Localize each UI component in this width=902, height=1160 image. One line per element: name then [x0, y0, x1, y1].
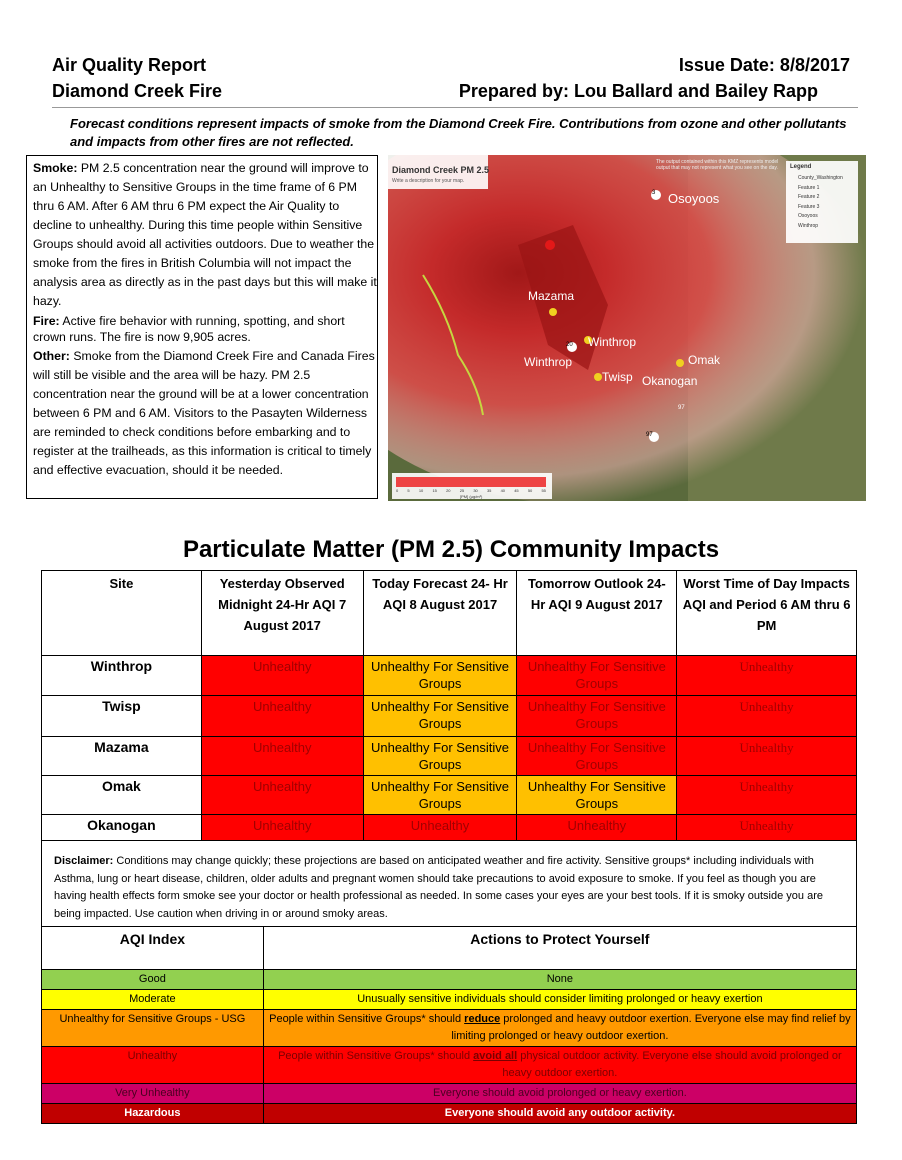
- header-aqi-index: AQI Index: [42, 927, 264, 970]
- map-place-osoyoos: Osoyoos: [668, 191, 720, 206]
- table-row: [42, 656, 857, 696]
- aqi-row-very-unhealthy: [42, 1084, 857, 1104]
- aqi-action: [263, 1010, 856, 1047]
- tomorrow-cell: Unhealthy For Sensitive Groups: [517, 656, 677, 696]
- tomorrow-cell: Unhealthy For Sensitive Groups: [517, 776, 677, 815]
- header-site: Site: [42, 571, 202, 656]
- table-row: [42, 737, 857, 776]
- aqi-action-emphasis: reduce: [464, 1013, 501, 1025]
- today-cell: Unhealthy For Sensitive Groups: [363, 696, 517, 737]
- site-cell: Mazama: [42, 737, 202, 776]
- aqi-action: None: [263, 970, 856, 990]
- map-road-number: 20: [566, 342, 573, 348]
- site-cell: Winthrop: [42, 656, 202, 696]
- map-legend: [798, 174, 843, 231]
- intro-note: Forecast conditions represent impacts of smoke from the Diamond Creek Fire. Contributions from ozone and other pollutants and impacts from other fires are not reflected.: [70, 116, 847, 149]
- aqi-header-row: [42, 927, 857, 970]
- scale-tick: 20: [446, 488, 451, 493]
- fire-label: Fire:: [33, 314, 60, 328]
- worst-cell: Unhealthy: [677, 815, 857, 841]
- scale-tick: 30: [473, 488, 478, 493]
- tomorrow-cell: Unhealthy For Sensitive Groups: [517, 696, 677, 737]
- other-paragraph: [33, 347, 377, 480]
- impacts-table: [41, 570, 857, 841]
- site-cell: Twisp: [42, 696, 202, 737]
- worst-cell: Unhealthy: [677, 656, 857, 696]
- legend-item: Feature 1: [798, 184, 820, 191]
- disclaimer-text: Conditions may change quickly; these projections are based on anticipated weather and fire activity. Sensitive groups* including individuals with Asthma, lung or heart disease, children, older adults and pregnant women should take precautions to avoid exposure to smoke. If you feel as though you are having health effects form smoke see your doctor or health professional as needed. In some cases your eyes are your best tools. If it is smoky outside you are being impacted. Use caution when driving in or around smoky areas.: [54, 855, 823, 920]
- today-cell: Unhealthy For Sensitive Groups: [363, 776, 517, 815]
- yesterday-cell: Unhealthy: [201, 696, 363, 737]
- yesterday-cell: Unhealthy: [201, 656, 363, 696]
- header-actions: Actions to Protect Yourself: [263, 927, 856, 970]
- today-cell: Unhealthy: [363, 815, 517, 841]
- scale-tick: 50: [527, 488, 533, 493]
- disclaimer-label: Disclaimer:: [54, 855, 114, 867]
- worst-cell: Unhealthy: [677, 737, 857, 776]
- fire-paragraph: [33, 313, 377, 345]
- aqi-level: Unhealthy for Sensitive Groups - USG: [42, 1010, 264, 1047]
- legend-item: County_Washington: [798, 175, 843, 181]
- yesterday-cell: Unhealthy: [201, 737, 363, 776]
- map-road-number: 97: [646, 432, 653, 438]
- tomorrow-cell: Unhealthy: [517, 815, 677, 841]
- worst-cell: Unhealthy: [677, 776, 857, 815]
- map-road-number: 3: [652, 190, 656, 196]
- header-tomorrow: Tomorrow Outlook 24- Hr AQI 9 August 2017: [517, 571, 677, 656]
- map-note: The output contained within this KMZ represents model output that may not represent what you see on the day.: [656, 159, 779, 171]
- aqi-level: Good: [42, 970, 264, 990]
- map-place-twisp: Twisp: [602, 370, 633, 384]
- map-color-scale: [396, 488, 546, 493]
- aqi-action: Everyone should avoid any outdoor activity.: [263, 1104, 856, 1124]
- header-yesterday: Yesterday Observed Midnight 24-Hr AQI 7 August 2017: [201, 571, 363, 656]
- scale-tick: 35: [486, 488, 492, 493]
- other-label: Other:: [33, 349, 70, 363]
- header-divider: [52, 107, 858, 108]
- aqi-action: [263, 1047, 856, 1084]
- aqi-level: Very Unhealthy: [42, 1084, 264, 1104]
- table-row: [42, 696, 857, 737]
- worst-cell: Unhealthy: [677, 696, 857, 737]
- legend-item: Osoyoos: [798, 213, 818, 219]
- aqi-row-hazardous: [42, 1104, 857, 1124]
- smoke-text: PM 2.5 concentration near the ground will improve to an Unhealthy to Sensitive Groups in the time frame of 6 PM thru 6 AM. After 6 AM thru 6 PM expect the Air Quality to decline to unhealthy. During this time people within Sensitive Groups should avoid all activities outdoors. Due to weather the smoke from the fires in British Columbia will not impact the analysis area as directly as in the past days but this will make it hazy.: [33, 161, 377, 308]
- fire-text: Active fire behavior with running, spotting, and short crown runs. The fire is now 9,905 acres.: [33, 314, 345, 344]
- yesterday-cell: Unhealthy: [201, 776, 363, 815]
- aqi-action-text: People within Sensitive Groups* should: [278, 1050, 474, 1062]
- scale-tick: 55: [541, 488, 546, 493]
- legend-item: Winthrop: [798, 222, 819, 229]
- map-place-winthrop-label: Winthrop: [524, 355, 573, 369]
- scale-tick: 40: [500, 488, 506, 493]
- scale-tick: 15: [432, 488, 437, 493]
- impacts-header-row: [42, 571, 857, 656]
- scale-tick: 10: [418, 488, 424, 493]
- today-cell: Unhealthy For Sensitive Groups: [363, 737, 517, 776]
- header-worst: Worst Time of Day Impacts AQI and Period 6 AM thru 6 PM: [677, 571, 857, 656]
- scale-tick: 5: [407, 488, 410, 493]
- aqi-level: Hazardous: [42, 1104, 264, 1124]
- map-place-mazama: Mazama: [528, 289, 575, 303]
- smoke-label: Smoke:: [33, 161, 78, 175]
- map-place-winthrop: Winthrop: [588, 335, 637, 349]
- aqi-row-moderate: [42, 990, 857, 1010]
- aqi-row-good: [42, 970, 857, 990]
- prepared-by: Prepared by: Lou Ballard and Bailey Rapp: [458, 81, 818, 101]
- aqi-action-text: physical outdoor activity. Everyone else should avoid prolonged or heavy outdoor exertion.: [502, 1050, 842, 1079]
- legend-item: Feature 3: [798, 203, 820, 210]
- today-cell: Unhealthy For Sensitive Groups: [363, 656, 517, 696]
- fire-name: Diamond Creek Fire: [52, 81, 223, 101]
- other-text: Smoke from the Diamond Creek Fire and Canada Fires will still be visible and the area will be hazy. PM 2.5 concentration near the ground will be at a lower concentration between 6 PM and 6 AM. Visitors to the Pasayten Wilderness are reminded to check conditions before embarking and to register at the trailheads, as this information is critical to timely and effective evacuation, should it be needed.: [33, 349, 375, 477]
- narrative-box: [26, 155, 378, 499]
- tomorrow-cell: Unhealthy For Sensitive Groups: [517, 737, 677, 776]
- aqi-actions-table: [41, 926, 857, 1124]
- report-title: Air Quality Report: [52, 55, 207, 75]
- scale-unit: [PM] (µg/m³): [460, 494, 483, 499]
- scale-tick: 0: [396, 488, 399, 493]
- map-subtitle: Write a description for your map.: [392, 178, 465, 184]
- map-place-omak: Omak: [688, 353, 721, 367]
- aqi-action: Everyone should avoid prolonged or heavy exertion.: [263, 1084, 856, 1104]
- map-place-okanogan: Okanogan: [642, 374, 698, 388]
- site-cell: Okanogan: [42, 815, 202, 841]
- aqi-level: Unhealthy: [42, 1047, 264, 1084]
- section-title: Particulate Matter (PM 2.5) Community Impacts: [182, 536, 720, 563]
- map-title: Diamond Creek PM 2.5: [392, 165, 490, 175]
- legend-item: Feature 2: [798, 194, 820, 200]
- yesterday-cell: Unhealthy: [201, 815, 363, 841]
- aqi-level: Moderate: [42, 990, 264, 1010]
- scale-tick: 25: [459, 488, 465, 493]
- header-today: Today Forecast 24- Hr AQI 8 August 2017: [363, 571, 517, 656]
- aqi-row-unhealthy: [42, 1047, 857, 1084]
- scale-tick: 45: [514, 488, 519, 493]
- aqi-action-emphasis: avoid all: [473, 1050, 518, 1062]
- table-row: [42, 776, 857, 815]
- aqi-action-text: prolonged and heavy outdoor exertion. Everyone else may find relief by limiting prolonged or heavy outdoor exertion.: [451, 1013, 851, 1042]
- legend-title: Legend: [790, 164, 812, 170]
- site-cell: Omak: [42, 776, 202, 815]
- smoke-paragraph: [33, 159, 377, 311]
- map-road-number: 97: [678, 405, 685, 411]
- aqi-row-usg: [42, 1010, 857, 1047]
- aqi-action: Unusually sensitive individuals should consider limiting prolonged or heavy exertion: [263, 990, 856, 1010]
- disclaimer: [41, 836, 857, 926]
- smoke-map: [388, 155, 866, 501]
- issue-date: Issue Date: 8/8/2017: [678, 55, 850, 75]
- aqi-action-text: People within Sensitive Groups* should: [269, 1013, 465, 1025]
